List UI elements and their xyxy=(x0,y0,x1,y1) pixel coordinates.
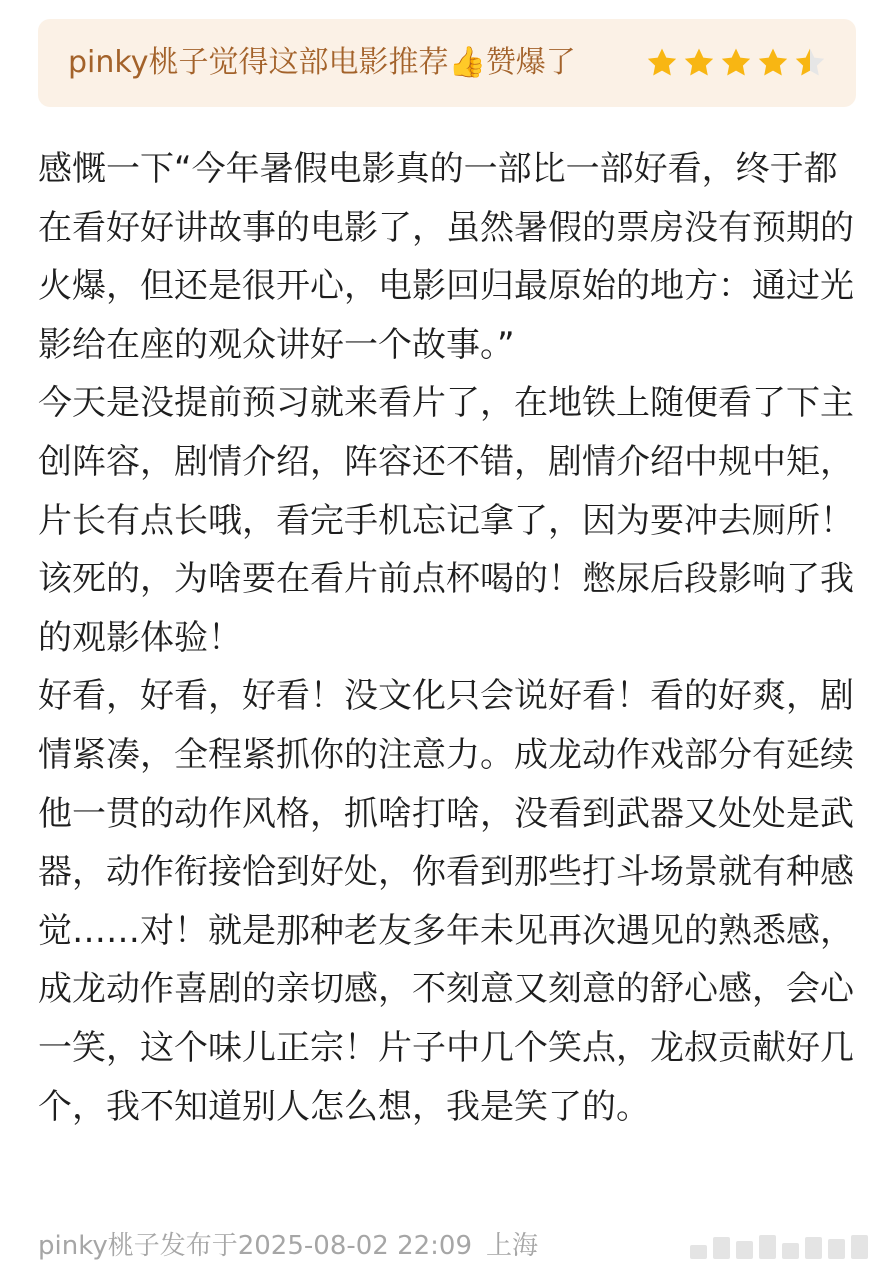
star-rating xyxy=(646,47,826,79)
header-title-suffix: 赞爆了 xyxy=(485,45,576,80)
review-paragraph-3: 好看，好看，好看！没文化只会说好看！看的好爽，剧情紧凑，全程紧抓你的注意力。成龙动作戏部分有延续他一贯的动作风格，抓啥打啥，没看到武器又处处是武器，动作衔接恰到好处，你看到那些打斗场景就有种感觉……对！就是那种老友多年未见再次遇见的熟悉感，成龙动作喜剧的亲切感，不刻意又刻意的舒心感，会心一笑，这个味儿正宗！片子中几个笑点，龙叔贡献好几个，我不知道别人怎么想，我是笑了的。 xyxy=(38,676,854,1127)
rating-header-card xyxy=(38,19,856,107)
review-text xyxy=(38,140,862,1136)
star-icon xyxy=(683,47,715,79)
star-icon xyxy=(720,47,752,79)
thumbs-up-emoji: 👍 xyxy=(448,45,486,80)
rating-header-title xyxy=(68,19,576,107)
review-paragraph-1: 感慨一下“今年暑假电影真的一部比一部好看，终于都在看好好讲故事的电影了，虽然暑假的票房没有预期的火爆，但还是很开心，电影回归最原始的地方：通过光影给在座的观众讲好一个故事。” xyxy=(38,149,854,365)
star-icon xyxy=(757,47,789,79)
header-title-text: pinky桃子觉得这部电影推荐 xyxy=(68,45,449,80)
post-meta xyxy=(38,1226,538,1266)
star-icon xyxy=(646,47,678,79)
author-published-time: pinky桃子发布于2025-08-02 22:09 xyxy=(38,1231,473,1261)
watermark-logo xyxy=(690,1233,870,1259)
review-paragraph-2: 今天是没提前预习就来看片了，在地铁上随便看了下主创阵容，剧情介绍，阵容还不错，剧情介绍中规中矩，片长有点长哦，看完手机忘记拿了，因为要冲去厕所！该死的，为啥要在看片前点杯喝的！憋尿后段影响了我的观影体验！ xyxy=(38,383,854,658)
star-icon xyxy=(794,47,826,79)
post-location: 上海 xyxy=(486,1231,539,1261)
